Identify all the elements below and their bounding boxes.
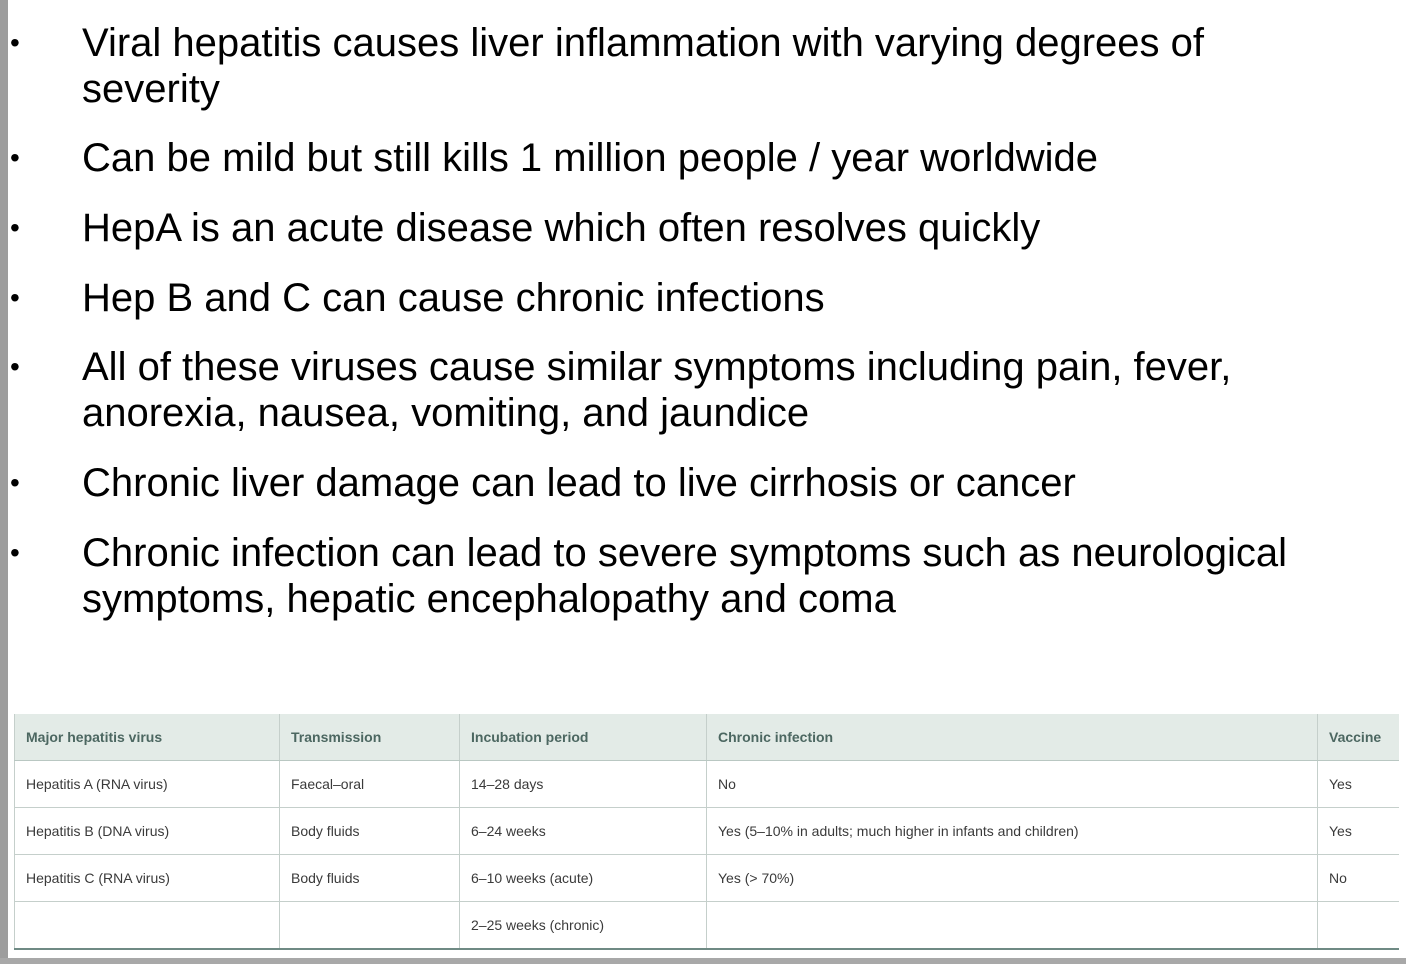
table-cell: Hepatitis B (DNA virus) [15,808,280,855]
table-header-row [15,714,1399,761]
table-cell: Body fluids [280,855,460,902]
table-cell [280,902,460,950]
hepatitis-table [14,714,1399,950]
table-row [15,855,1399,902]
bullet-marker: • [10,142,20,173]
table-cell: Faecal–oral [280,761,460,808]
table-cell: 14–28 days [460,761,707,808]
header-transmission: Transmission [280,714,460,761]
bullet-marker: • [10,467,20,498]
table-cell [707,902,1318,950]
table-cell: No [1318,855,1399,902]
table-cell [15,902,280,950]
table-cell: Yes (> 70%) [707,855,1318,902]
bullet-marker: • [10,212,20,243]
page-bottom-edge [0,958,1406,964]
table-cell: 6–10 weeks (acute) [460,855,707,902]
bullet-marker: • [10,27,20,58]
bullet-text: Chronic infection can lead to severe symptoms such as neurological symptoms, hepatic encephalopathy and coma [82,531,1288,621]
bullet-marker: • [10,537,20,568]
table-row [15,761,1399,808]
bullet-text: HepA is an acute disease which often resolves quickly [82,206,1041,250]
bullet-text: All of these viruses cause similar symptoms including pain, fever, anorexia, nausea, vomiting, and jaundice [82,345,1232,435]
header-virus: Major hepatitis virus [15,714,280,761]
bullet-marker: • [10,282,20,313]
table-row [15,902,1399,950]
page-left-edge [0,0,8,964]
table-cell: 6–24 weeks [460,808,707,855]
bullet-text: Chronic liver damage can lead to live cirrhosis or cancer [82,461,1076,505]
table-cell: Hepatitis A (RNA virus) [15,761,280,808]
table-row [15,808,1399,855]
header-chronic: Chronic infection [707,714,1318,761]
table-cell: Body fluids [280,808,460,855]
table-cell: 2–25 weeks (chronic) [460,902,707,950]
header-incubation: Incubation period [460,714,707,761]
table-cell: Hepatitis C (RNA virus) [15,855,280,902]
bullet-text: Can be mild but still kills 1 million people / year worldwide [82,136,1098,180]
table-cell [1318,902,1399,950]
table-cell: Yes (5–10% in adults; much higher in infants and children) [707,808,1318,855]
table-cell: Yes [1318,761,1399,808]
table-cell: Yes [1318,808,1399,855]
bullet-text: Viral hepatitis causes liver inflammation with varying degrees of severity [82,21,1205,111]
header-vaccine: Vaccine [1318,714,1399,761]
bullet-text: Hep B and C can cause chronic infections [82,276,825,320]
bullet-marker: • [10,351,20,382]
table-cell: No [707,761,1318,808]
